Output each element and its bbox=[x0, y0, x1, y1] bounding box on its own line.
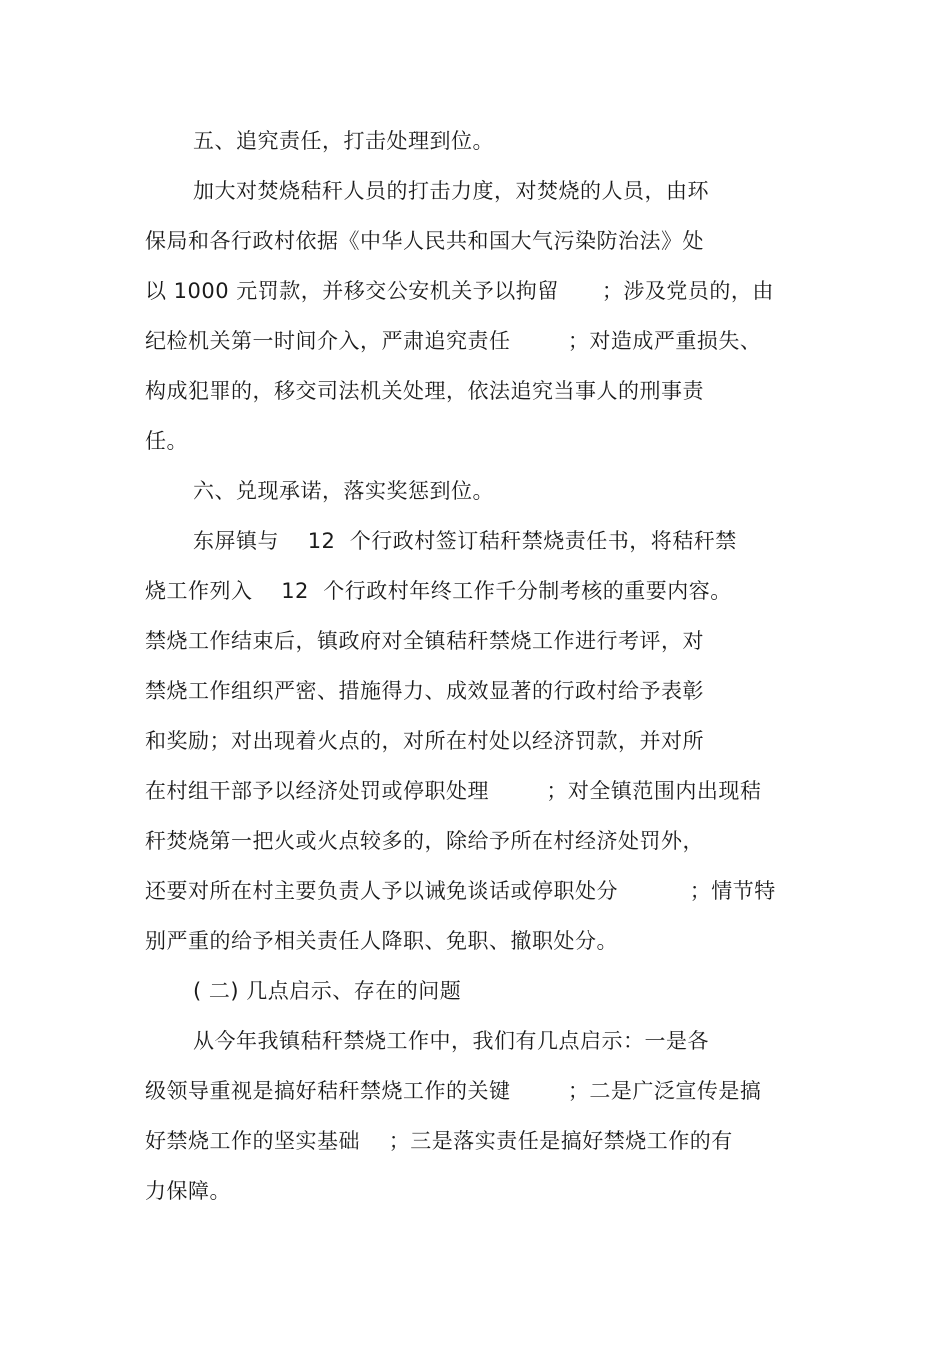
subsection-heading: ( 二) 几点启示、存在的问题 bbox=[193, 979, 462, 1003]
paragraph-line: 秆焚烧第一把火或火点较多的，除给予所在村经济处罚外， bbox=[145, 829, 704, 853]
section-six-heading: 六、兑现承诺，落实奖惩到位。 bbox=[193, 479, 494, 503]
paragraph-line: 级领导重视是搞好秸秆禁烧工作的关键 ；二是广泛宣传是搞 bbox=[145, 1079, 762, 1103]
paragraph-line: 还要对所在村主要负责人予以诫免谈话或停职处分 ；情节特 bbox=[145, 879, 776, 903]
paragraph-line: 别严重的给予相关责任人降职、免职、撤职处分。 bbox=[145, 929, 618, 953]
paragraph-line: 在村组干部予以经济处罚或停职处理 ；对全镇范围内出现秸 bbox=[145, 779, 762, 803]
paragraph-line: 烧工作列入 12 个行政村年终工作千分制考核的重要内容。 bbox=[145, 579, 732, 603]
paragraph-line: 任。 bbox=[145, 429, 188, 453]
paragraph-line: 以 1000 元罚款，并移交公安机关予以拘留 ；涉及党员的，由 bbox=[145, 279, 774, 303]
paragraph-line: 和奖励；对出现着火点的，对所在村处以经济罚款，并对所 bbox=[145, 729, 704, 753]
paragraph-line: 禁烧工作结束后，镇政府对全镇秸秆禁烧工作进行考评，对 bbox=[145, 629, 704, 653]
paragraph-line: 加大对焚烧秸秆人员的打击力度，对焚烧的人员，由环 bbox=[193, 179, 709, 203]
paragraph-line: 纪检机关第一时间介入，严肃追究责任 ；对造成严重损失、 bbox=[145, 329, 762, 353]
paragraph-line: 保局和各行政村依据《中华人民共和国大气污染防治法》处 bbox=[145, 229, 704, 253]
paragraph-line: 东屏镇与 12 个行政村签订秸秆禁烧责任书，将秸秆禁 bbox=[193, 529, 737, 553]
paragraph-line: 好禁烧工作的坚实基础 ；三是落实责任是搞好禁烧工作的有 bbox=[145, 1129, 733, 1153]
paragraph-line: 从今年我镇秸秆禁烧工作中，我们有几点启示：一是各 bbox=[193, 1029, 709, 1053]
paragraph-line: 构成犯罪的，移交司法机关处理，依法追究当事人的刑事责 bbox=[145, 379, 704, 403]
section-five-heading: 五、追究责任，打击处理到位。 bbox=[193, 129, 494, 153]
paragraph-line: 力保障。 bbox=[145, 1179, 231, 1203]
paragraph-line: 禁烧工作组织严密、措施得力、成效显著的行政村给予表彰 bbox=[145, 679, 704, 703]
